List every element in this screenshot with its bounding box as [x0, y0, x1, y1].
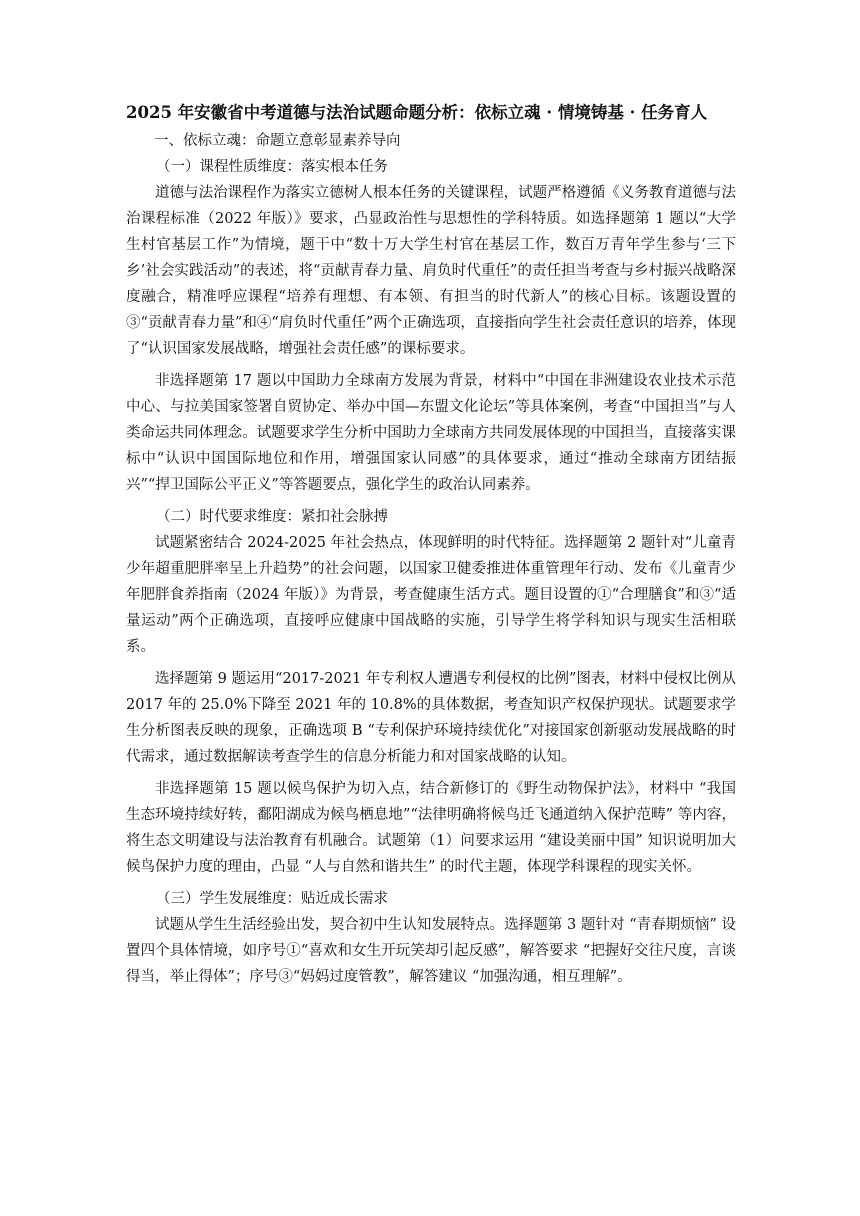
paragraph: 试题紧密结合 2024-2025 年社会热点，体现鲜明的时代特征。选择题第 2 题针对“儿童青少年超重肥胖率呈上升趋势”的社会问题，以国家卫健委推进体重管理年行动、发布《儿童青少年肥胖食养指南（2024 年版）》为背景，考查健康生活方式。题目设置的①“合理膳食”和③“适量运动”两个正确选项，直接呼应健康中国战略的实施，引导学生将学科知识与现实生活相联系。: [126, 535, 736, 655]
paragraph: 选择题第 9 题运用“2017-2021 年专利权人遭遇专利侵权的比例”图表，材料中侵权比例从 2017 年的 25.0%下降至 2021 年的 10.8%的具体数据，考查知识产权保护现状。试题要求学生分析图表反映的现象，正确选项 B “专利保护环境持续优化”对接国家创新驱动发展战略的时代需求，通过数据解读考查学生的信息分析能力和对国家战略的认知。: [126, 671, 736, 765]
document-title: 2025 年安徽省中考道德与法治试题命题分析：依标立魂 · 情境铸基 · 任务育人: [126, 103, 708, 122]
subsection-heading-1: （一）课程性质维度：落实根本任务: [156, 159, 388, 175]
paragraph: 试题从学生生活经验出发，契合初中生认知发展特点。选择题第 3 题针对 “青春期烦恼” 设置四个具体情境，如序号①“喜欢和女生开玩笑却引起反感”，解答要求 “把握好交往尺度，言谈得当，举止得体”；序号③“妈妈过度管教”，解答建议 “加强沟通，相互理解”。: [126, 917, 736, 985]
paragraph: 非选择题第 17 题以中国助力全球南方发展为背景，材料中“中国在非洲建设农业技术示范中心、与拉美国家签署自贸协定、举办中国—东盟文化论坛”等具体案例，考查“中国担当”与人类命运共同体理念。试题要求学生分析中国助力全球南方共同发展体现的中国担当，直接落实课标中“认识中国国际地位和作用，增强国家认同感”的具体要求，通过“推动全球南方团结振兴”“捍卫国际公平正义”等答题要点，强化学生的政治认同素养。: [126, 373, 736, 493]
paragraph: 非选择题第 15 题以候鸟保护为切入点，结合新修订的《野生动物保护法》，材料中 “我国生态环境持续好转，鄱阳湖成为候鸟栖息地”“法律明确将候鸟迁飞通道纳入保护范畴” 等内容，将生态文明建设与法治教育有机融合。试题第（1）问要求运用 “建设美丽中国” 知识说明加大候鸟保护力度的理由，凸显 “人与自然和谐共生” 的时代主题，体现学科课程的现实关怀。: [126, 781, 736, 875]
paragraph: 道德与法治课程作为落实立德树人根本任务的关键课程，试题严格遵循《义务教育道德与法治课程标准（2022 年版）》要求，凸显政治性与思想性的学科特质。如选择题第 1 题以“大学生村官基层工作”为情境，题干中“数十万大学生村官在基层工作，数百万青年学生参与‘三下乡’社会实践活动”的表述，将“贡献青春力量、肩负时代重任”的责任担当考查与乡村振兴战略深度融合，精准呼应课程“培养有理想、有本领、有担当的时代新人”的核心目标。该题设置的③“贡献青春力量”和④“肩负时代重任”两个正确选项，直接指向学生社会责任意识的培养，体现了“认识国家发展战略，增强社会责任感”的课标要求。: [126, 185, 736, 357]
subsection-heading-2: （二）时代要求维度：紧扣社会脉搏: [156, 509, 388, 525]
document-page: [126, 100, 736, 996]
section-heading-1: 一、依标立魂：命题立意彰显素养导向: [154, 133, 401, 149]
subsection-heading-3: （三）学生发展维度：贴近成长需求: [156, 891, 388, 907]
